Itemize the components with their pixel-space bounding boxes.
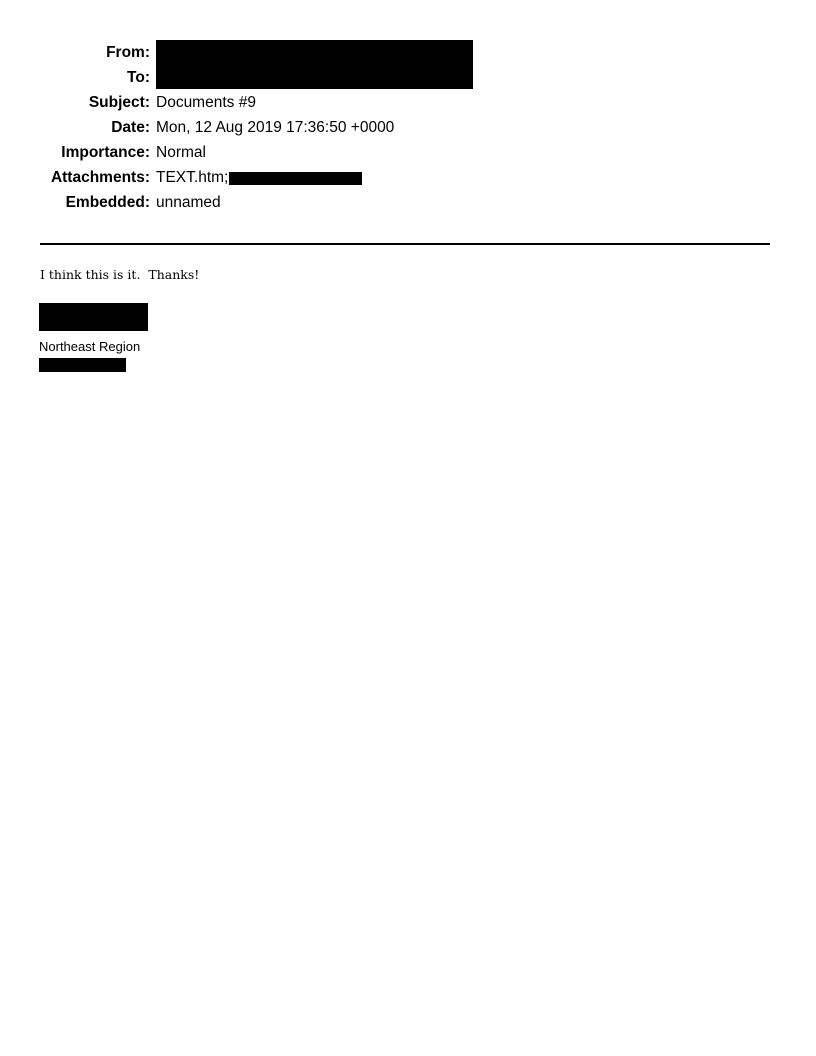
date-value: Mon, 12 Aug 2019 17:36:50 +0000 <box>156 119 395 136</box>
header-row-importance <box>40 140 770 165</box>
signature-region-line: Northeast Region <box>39 339 141 354</box>
redaction-bar-signature-name <box>39 303 148 331</box>
redaction-bar-attachment <box>229 172 362 185</box>
redaction-bar-signature-contact <box>39 358 126 372</box>
header-row-date <box>40 115 770 140</box>
header-row-embedded <box>40 190 770 215</box>
email-header <box>40 40 770 215</box>
subject-value: Documents #9 <box>156 94 256 111</box>
embedded-label: Embedded: <box>65 194 150 211</box>
importance-value: Normal <box>156 144 206 161</box>
message-body-text: I think this is it. Thanks! <box>40 267 200 282</box>
redaction-block-from-to <box>200 40 473 89</box>
header-row-subject <box>40 90 770 115</box>
attachments-label: Attachments: <box>50 169 150 186</box>
header-row-attachments <box>40 165 770 190</box>
attachments-value <box>156 165 362 190</box>
date-label: Date: <box>111 119 150 136</box>
signature-block <box>39 303 148 372</box>
embedded-value: unnamed <box>156 194 221 211</box>
from-label: From: <box>106 44 150 61</box>
header-body-divider <box>40 243 770 245</box>
to-label: To: <box>127 69 150 86</box>
subject-label: Subject: <box>88 94 150 111</box>
attachment-filename: TEXT.htm; <box>156 169 229 186</box>
importance-label: Importance: <box>61 144 150 161</box>
